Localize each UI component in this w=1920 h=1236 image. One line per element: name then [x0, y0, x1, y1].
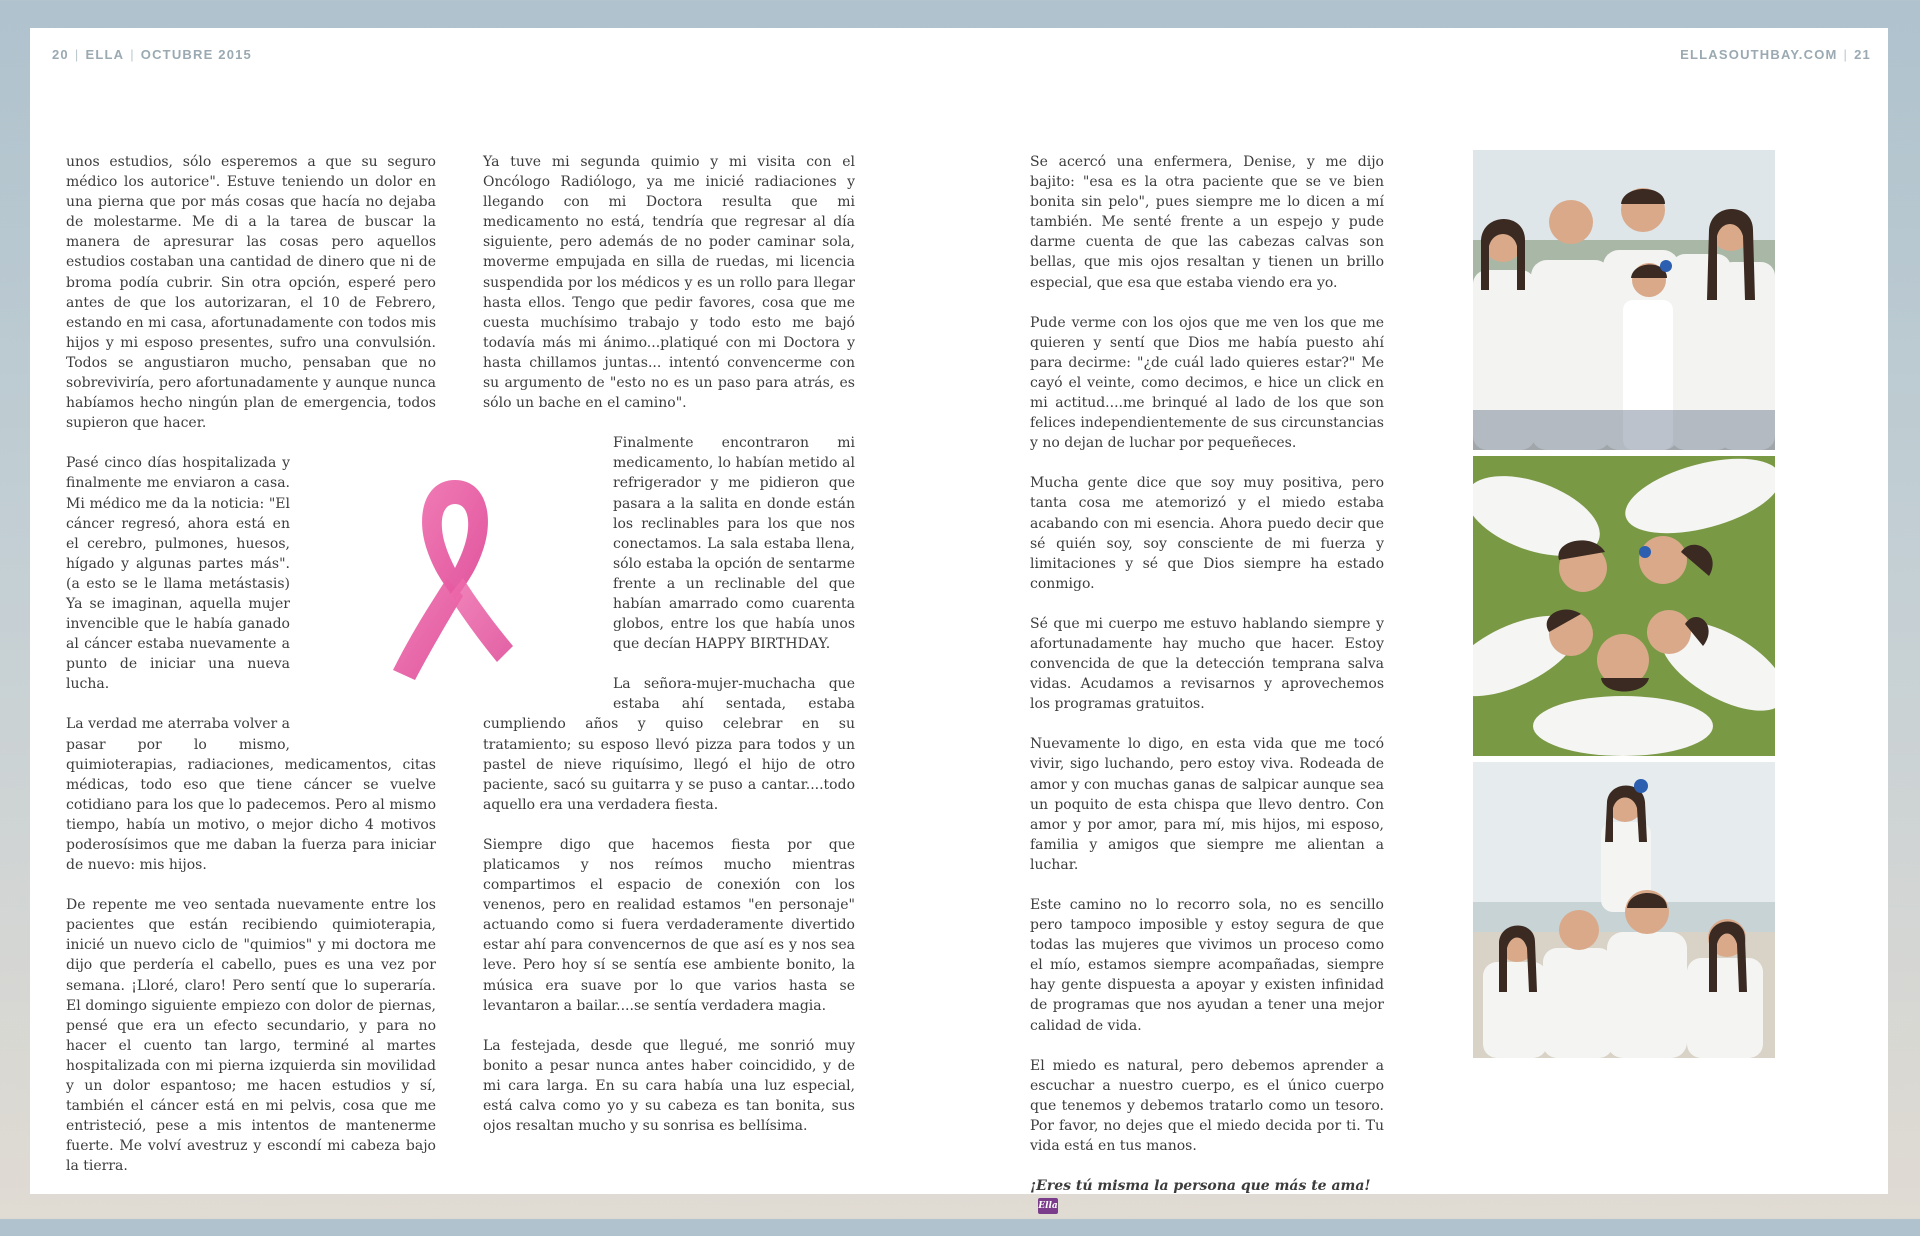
- left-magazine-name: ELLA: [85, 47, 125, 62]
- paragraph: Pude verme con los ojos que me ven los que me quieren y sentí que Dios me había puesto ahí para decirme: "¿de cuál lado quieres estar?" Me cayó el veinte, como decimos, e hice un click en mi actitud....me brinqué al lado de los que son felices independientemente de sus circunstancias y no dejan de luchar por pequeñeces.: [1030, 314, 1384, 452]
- paragraph: La verdad me aterraba volver a pasar por lo mismo, quimioterapias, radiaciones, medicamentos, citas médicas, todo eso que tiene cáncer se vuelve cotidiano para los que lo padecemos. Pero al mismo tiempo, había un motivo, o mejor dicho 4 motivos poderosísimos que me daban la fuerza para iniciar de nuevo: mis hijos.: [66, 716, 436, 874]
- family-photo-standing: [1473, 150, 1775, 450]
- left-page-number: 20: [52, 47, 69, 62]
- article-column-2: [483, 152, 855, 1156]
- paragraph: Se acercó una enfermera, Denise, y me dijo bajito: "esa es la otra paciente que se ve bien bonita sin pelo", pues siempre me lo dicen a mí también. Me senté frente a un espejo y pude darme cuenta de que las cabezas calvas son bellas, que mis ojos resaltan y tienen un brillo especial, que esa que estaba viendo era yo.: [1030, 154, 1384, 291]
- paragraph: Sé que mi cuerpo me estuvo hablando siempre y afortunadamente hay mucho que hacer. Estoy convencida de que la detección temprana salva vidas. Acudamos a revisarnos y aprovechemos los programas gratuitos.: [1030, 615, 1384, 713]
- left-issue-date: OCTUBRE 2015: [140, 47, 252, 62]
- right-page-number: 21: [1854, 47, 1871, 62]
- ella-logo-icon: Ella: [1038, 1198, 1058, 1214]
- closing-text: ¡Eres tú misma la persona que más te ama!: [1030, 1178, 1371, 1195]
- paragraph: Siempre digo que hacemos fiesta por que platicamos y nos reímos mucho mientras compartimos el espacio de conexión con los venenos, pero en realidad estamos "en personaje" actuando como si fuera verdaderamente divertido estar ahí para convencernos de que así es y nos sea leve. Pero hoy sí se sentía ese ambiente bonito, la música era suave por lo que varios hasta se levantaron a bailar....se sentía verdadera magia.: [483, 836, 855, 1014]
- left-page-folio: 20 | ELLA | OCTUBRE 2015: [52, 47, 252, 62]
- paragraph: El miedo es natural, pero debemos aprender a escuchar a nuestro cuerpo, es el único cuerpo que tenemos y debemos tratarlo como un tesoro. Por favor, no dejes que el miedo decida por ti. Tu vida está en tus manos.: [1030, 1057, 1384, 1155]
- article-column-1: [66, 152, 436, 1197]
- paragraph: La señora-mujer-muchacha que estaba ahí sentada, estaba cumpliendo años y quiso celebrar en su tratamiento; su esposo llevó pizza para todos y un pastel de nieve riquísimo, llegó el hijo de otro paciente, sacó su guitarra y se puso a cantar....todo aquello era una verdadera fiesta.: [483, 676, 855, 813]
- right-site-url: ELLASOUTHBAY.COM: [1680, 47, 1838, 62]
- paragraph: Mucha gente dice que soy muy positiva, pero tanta cosa me atemorizó y el miedo estaba acabando con mi esencia. Ahora puedo decir que sé quién soy, soy consciente de mi fuerza y limitaciones y sé que Dios siempre ha estado conmigo.: [1030, 475, 1384, 592]
- paragraph: Nuevamente lo digo, en esta vida que me tocó vivir, sigo luchando, pero estoy viva. Rodeada de amor y con muchas ganas de salpicar aunque sea un poquito de esta chispa que llevo dentro. Con amor y por amor, para mí, mis hijos, mi esposo, familia y amigos que siempre me alientan a luchar.: [1030, 736, 1384, 873]
- right-page-folio: ELLASOUTHBAY.COM | 21: [1680, 47, 1871, 62]
- pink-ribbon-icon: [385, 470, 525, 690]
- paragraph: De repente me veo sentada nuevamente entre los pacientes que están recibiendo quimioterapia, inicié un nuevo ciclo de "quimios" y mi doctora me dijo que perdería el cabello, pues es una vez por semana. ¡Lloré, claro! Pero sentí que lo superaría. El domingo siguiente empiezo con dolor de piernas, pensé que era un efecto secundario, y para no hacer el cuento tan largo, terminé al martes hospitalizada con mi pierna izquierda sin movilidad y un dolor espantoso; me hacen estudios y sí, también el cáncer está en mi pelvis, cosa que me entristeció, pese a mis intentos de mantenerme fuerte. Me volví avestruz y escondí mi cabeza bajo la tierra.: [66, 897, 436, 1175]
- article-column-3: [1030, 152, 1384, 1236]
- paragraph: Este camino no lo recorro sola, no es sencillo pero tampoco imposible y estoy segura de que todas las mujeres que vivimos un proceso como el mío, estamos siempre acompañadas, siempre hay gente dispuesta a apoyar y existen infinidad de programas que nos ayudan a tener una mejor calidad de vida.: [1030, 897, 1384, 1034]
- paragraph: unos estudios, sólo esperemos a que su seguro médico los autorice". Estuve teniendo un dolor en una pierna que por más cosas que hacía no dejaba de molestarme. Me di a la tarea de buscar la manera de apresurar las cosas pero aquellos estudios costaban una cantidad de dinero que ni de broma podía cubrir. Sin otra opción, esperé pero antes de que los autorizaran, el 10 de Febrero, estando en mi casa, afortunadamente con todos mis hijos y mi esposo presentes, sufro una convulsión. Todos se angustiaron mucho, pensaban que no sobreviviría, pero afortunadamente y aunque nunca habíamos hecho ningún plan de emergencia, todos supieron que hacer.: [66, 154, 436, 432]
- closing-line: [1030, 1176, 1384, 1216]
- family-photo-beach: [1473, 762, 1775, 1058]
- family-photo-lying-grass: [1473, 456, 1775, 756]
- paragraph: Pasé cinco días hospitalizada y finalmente me enviaron a casa. Mi médico me da la noticia: "El cáncer regresó, ahora está en el cerebro, pulmones, huesos, hígado y algunas partes más". (a esto se le llama metástasis) Ya se imaginan, aquella mujer invencible que le había ganado al cáncer estaba nuevamente a punto de iniciar una nueva lucha.: [66, 455, 290, 693]
- paragraph: Ya tuve mi segunda quimio y mi visita con el Oncólogo Radiólogo, ya me inicié radiaciones y llegando con mi Doctora resulta que mi medicamento no está, tendría que regresar al día siguiente, pero además de no poder caminar sola, moverme empujada en silla de ruedas, mi licencia suspendida por los médicos y es un rollo para llegar hasta ellos. Tengo que pedir favores, cosa que me cuesta muchísimo trabajo y todo esto me bajó todavía más mi ánimo...platiqué con mi Doctora y hasta chillamos juntas... intentó convencerme con su argumento de "esto no es un paso para atrás, es sólo un bache en el camino".: [483, 154, 855, 412]
- paragraph: Finalmente encontraron mi medicamento, lo habían metido al refrigerador y me pidieron que pasara a la salita en donde están los reclinables para los que nos conectamos. La sala estaba llena, sólo estaba la opción de sentarme frente a un reclinable del que habían amarrado como cuarenta globos, entre los que había unos que decían HAPPY BIRTHDAY.: [613, 435, 855, 653]
- paragraph: La festejada, desde que llegué, me sonrió muy bonito a pesar nunca antes haber coincidido, y de mi cara larga. En su cara había una luz especial, está calva como yo y su cabeza es tan bonita, sus ojos resaltan mucho y su sonrisa es bellísima.: [483, 1037, 855, 1135]
